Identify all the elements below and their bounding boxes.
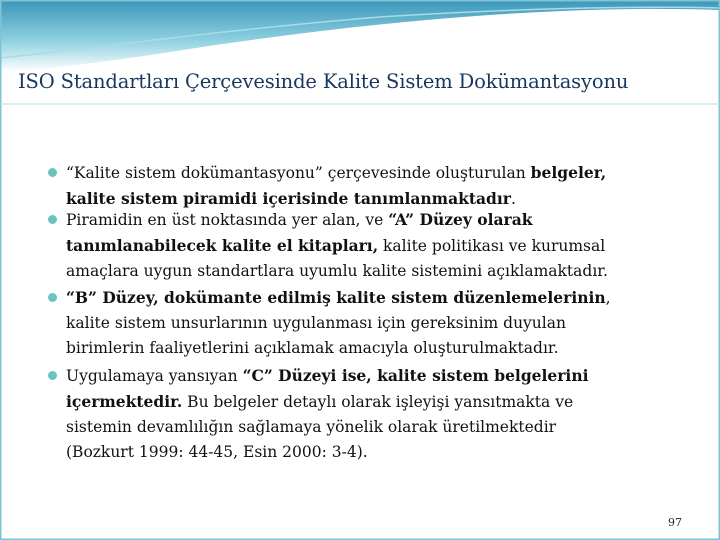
slide-title: ISO Standartları Çerçevesinde Kalite Sistem Dokümantasyonu [18, 70, 629, 93]
text-run: birimlerin faaliyetlerini açıklamak amacıyla oluşturulmaktadır. [66, 339, 559, 357]
bullet-line [66, 440, 686, 465]
text-run: . [510, 190, 516, 208]
bullet-dot-icon [48, 168, 57, 177]
text-run: Piramidin en üst noktasında yer alan, ve [66, 211, 389, 229]
bullet-dot-icon [48, 371, 57, 380]
bullet-line [66, 233, 686, 259]
bullet-line [66, 311, 686, 336]
bullet-text [66, 285, 686, 361]
text-run: Uygulamaya yansıyan [66, 367, 243, 385]
text-run-bold: “C” Düzeyi ise, kalite sistem belgelerini [242, 366, 589, 385]
text-run-bold: belgeler, [530, 163, 607, 182]
text-run: , [605, 289, 611, 307]
text-run: Bu belgeler detaylı olarak işleyişi yansıtmakta ve [182, 393, 574, 411]
bullet-text [66, 160, 686, 212]
text-run-bold: tanımlanabilecek kalite el kitapları, [66, 236, 379, 255]
page-number: 97 [668, 516, 682, 529]
text-run: sistemin devamlılığın sağlamaya yönelik olarak üretilmektedir [66, 418, 557, 436]
bullet-text [66, 363, 686, 465]
bullet-line [66, 415, 686, 440]
bullet-line [66, 363, 686, 389]
bullet-line [66, 336, 686, 361]
text-run-bold: içermektedir. [66, 392, 183, 411]
bullet-line [66, 207, 686, 233]
text-run-bold: “A” Düzey olarak [388, 210, 533, 229]
text-run-bold: “B” Düzey, dokümante edilmiş kalite sistem düzenlemelerinin [66, 288, 606, 307]
bullet-dot-icon [48, 215, 57, 224]
bullet-line [66, 285, 686, 311]
bullet-text [66, 207, 686, 284]
bullet-line [66, 259, 686, 284]
bullet-dot-icon [48, 293, 57, 302]
text-run: “Kalite sistem dokümantasyonu” çerçevesinde oluşturulan [66, 164, 531, 182]
bullet-line [66, 160, 686, 186]
text-run: kalite sistem unsurlarının uygulanması için gereksinim duyulan [66, 314, 566, 332]
text-run: (Bozkurt 1999: 44-45, Esin 2000: 3-4). [66, 443, 368, 461]
bullet-line [66, 389, 686, 415]
text-run: amaçlara uygun standartlara uyumlu kalite sistemini açıklamaktadır. [66, 262, 608, 280]
text-run: kalite politikası ve kurumsal [378, 237, 606, 255]
text-run-bold: kalite sistem piramidi içerisinde tanımlanmaktadır [66, 189, 511, 208]
